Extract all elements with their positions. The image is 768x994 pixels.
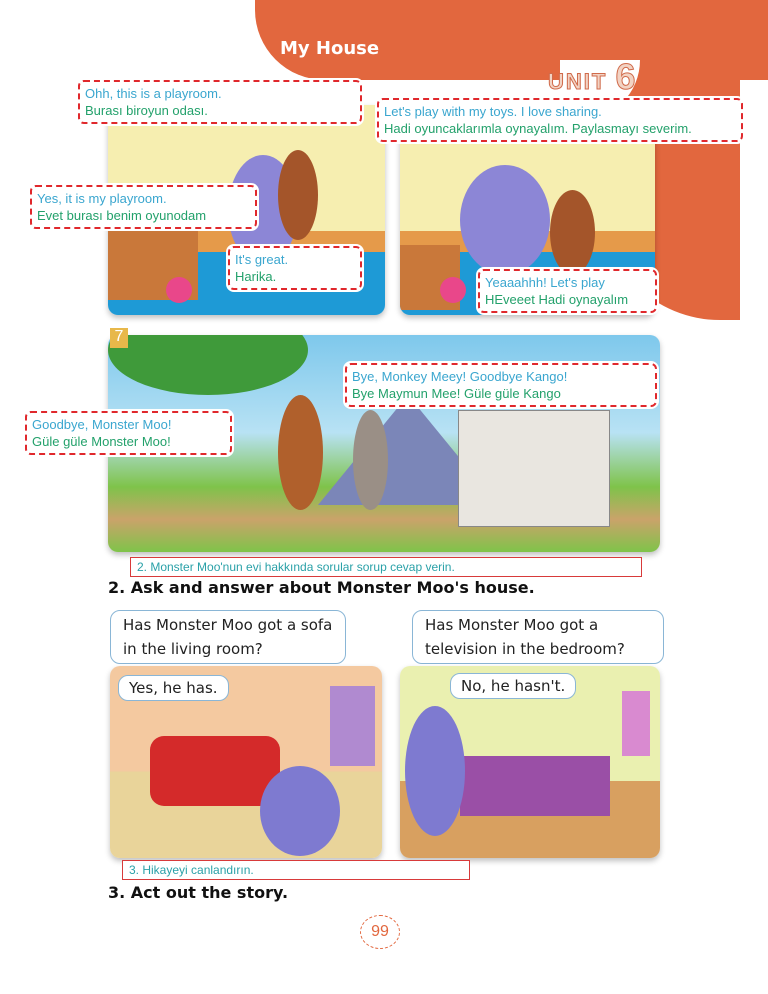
ball	[440, 277, 466, 303]
speech-bubble: Let's play with my toys. I love sharing. Hadi oyuncaklarımla oynayalım. Paylasmayı severim.	[377, 98, 743, 142]
ball	[166, 277, 192, 303]
speech-bubble: It's great. Harika.	[228, 246, 362, 290]
kango-figure	[550, 190, 595, 275]
unit-title: My House	[280, 38, 380, 59]
sofa	[150, 736, 280, 806]
kango-figure	[278, 150, 318, 240]
bed	[460, 756, 610, 816]
answer-bubble: No, he hasn't.	[450, 673, 576, 699]
question-bubble: Has Monster Moo got a sofa in the living room?	[110, 610, 346, 664]
answer-bubble: Yes, he has.	[118, 675, 229, 701]
translation-box: 2. Monster Moo'nun evi hakkında sorular sorup cevap verin.	[130, 557, 642, 577]
window	[330, 686, 375, 766]
tree	[108, 335, 308, 395]
speech-bubble: Yes, it is my playroom. Evet burası benim oyunodam	[30, 185, 257, 229]
translation-box: 3. Hikayeyi canlandırın.	[122, 860, 470, 880]
monster-moo-figure	[405, 706, 465, 836]
unit-label: UNIT 6	[548, 56, 638, 97]
speech-bubble: Yeaaahhh! Let's play HEveeet Hadi oynayalım	[478, 269, 657, 313]
monkey-figure	[353, 410, 388, 510]
question-bubble: Has Monster Moo got a television in the bedroom?	[412, 610, 664, 664]
castle	[458, 410, 610, 527]
monster-moo-figure	[260, 766, 340, 856]
exercise-heading: 3. Act out the story.	[108, 883, 289, 902]
exercise-heading: 2. Ask and answer about Monster Moo's house.	[108, 578, 535, 597]
speech-bubble: Ohh, this is a playroom. Burası biroyun odası.	[78, 80, 362, 124]
speech-bubble: Bye, Monkey Meey! Goodbye Kango! Bye Maymun Mee! Güle güle Kango	[345, 363, 657, 407]
monster-moo-figure	[460, 165, 550, 275]
page-number: 99	[360, 915, 400, 949]
kango-figure	[278, 395, 323, 510]
window	[622, 691, 650, 756]
speech-bubble: Goodbye, Monster Moo! Güle güle Monster Moo!	[25, 411, 232, 455]
panel-number: 7	[110, 328, 128, 348]
